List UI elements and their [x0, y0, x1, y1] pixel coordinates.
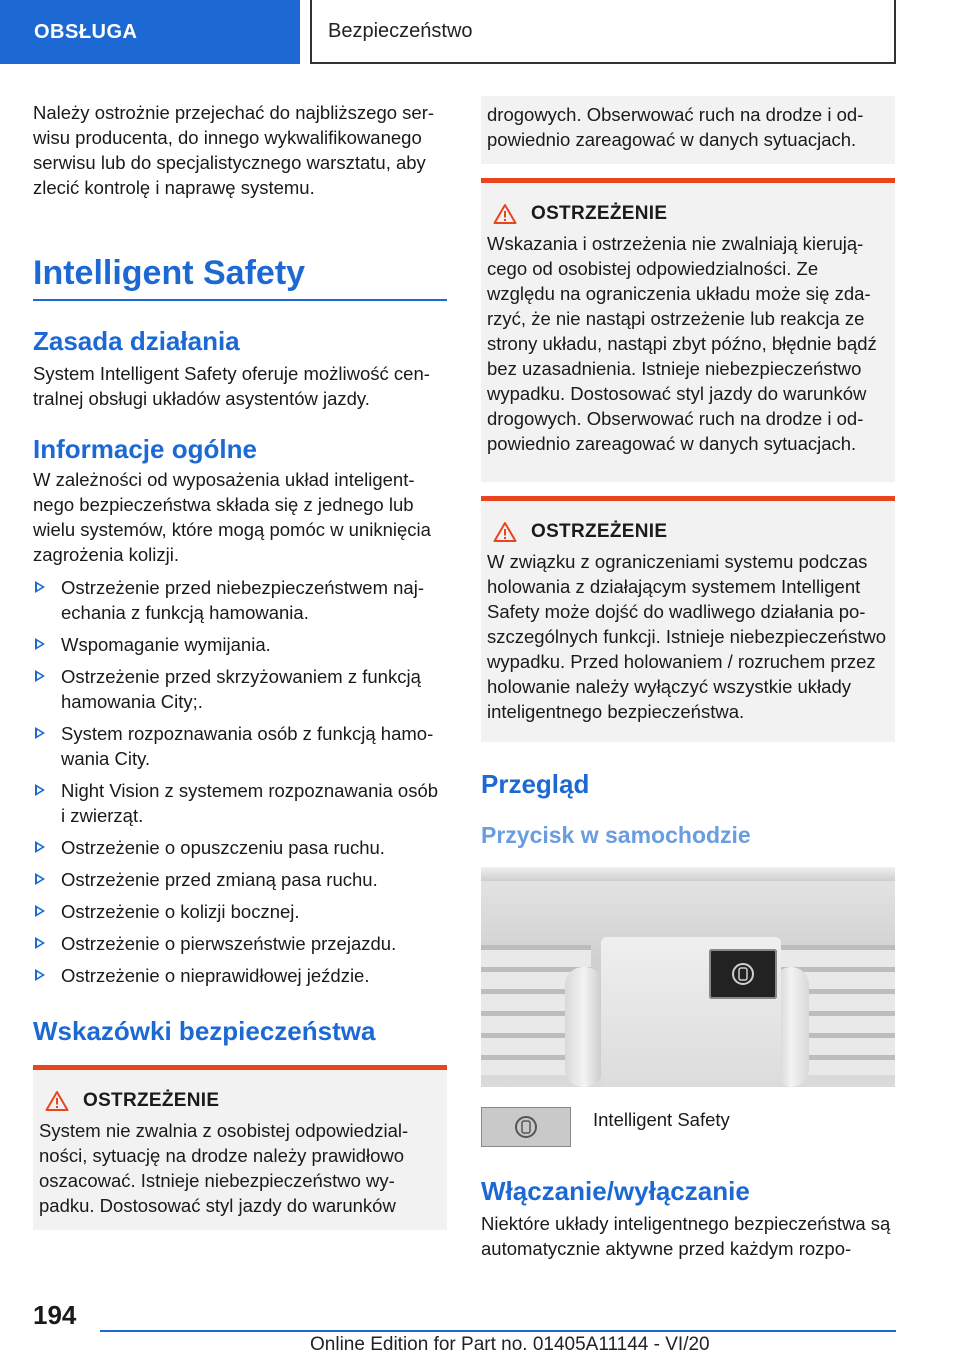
bullet-triangle-icon — [35, 937, 45, 949]
list-item: System rozpoznawania osób z funkcją hamowania City. — [33, 721, 447, 771]
left-column — [33, 100, 447, 1230]
warning-text: Wskazania i ostrzeżenia nie zwalniają kierującego od osobistej odpowiedzialności. Ze względu na ograniczenia układu może się zdarzyć, że nie nastąpi ostrzeżenie lub reakcja ze strony układu, nastąpi zbyt późno, błędnie bądź bez uzasadnienia. Istnieje niebezpieczeństwo wypadku. Dostosować styl jazdy do warunków drogowych. Obserwować ruch na drodze i odpowiednio zareagować w danych sytuacjach. — [487, 233, 877, 454]
list-item: Ostrzeżenie o opuszczeniu pasa ruchu. — [33, 835, 447, 860]
bullet-triangle-icon — [35, 841, 45, 853]
page-header — [0, 0, 960, 66]
list-item: Ostrzeżenie o kolizji bocznej. — [33, 899, 447, 924]
chapter-tab[interactable]: Bezpieczeństwo — [310, 0, 896, 64]
onoff-heading: Włączanie/wyłączanie — [481, 1176, 750, 1206]
button-heading: Przycisk w samochodzie — [481, 822, 751, 848]
footer-divider — [100, 1330, 896, 1332]
bullet-triangle-icon — [35, 638, 45, 650]
warning-triangle-icon — [45, 1090, 69, 1112]
bullet-triangle-icon — [35, 727, 45, 739]
list-item: Ostrzeżenie przed zmianą pasa ruchu. — [33, 867, 447, 892]
page-number: 194 — [33, 1300, 77, 1330]
list-item: Ostrzeżenie przed skrzyżowaniem z funkcją hamowania City;. — [33, 664, 447, 714]
bullet-triangle-icon — [35, 784, 45, 796]
warning-title: OSTRZEŻENIE — [493, 203, 889, 225]
intelligent-safety-icon — [511, 1112, 541, 1142]
bullet-triangle-icon — [35, 969, 45, 981]
onoff-paragraph: Niektóre układy inteligentnego bezpieczeństwa są automatycznie aktywne przed każdym rozpo- — [481, 1213, 891, 1259]
button-label: Intelligent Safety — [593, 1109, 730, 1130]
warning-box-3 — [481, 496, 895, 742]
button-photo — [481, 867, 895, 1087]
list-item: Wspomaganie wymijania. — [33, 632, 447, 657]
list-item: Night Vision z systemem rozpoznawania osób i zwierząt. — [33, 778, 447, 828]
page-title: Intelligent Safety — [33, 254, 447, 301]
right-column — [481, 100, 895, 1261]
warning-text: drogowych. Obserwować ruch na drodze i odpowiednio zareagować w danych sytuacjach. — [487, 104, 864, 150]
list-item: Ostrzeżenie o pierwszeństwie przejazdu. — [33, 931, 447, 956]
warning-title: OSTRZEŻENIE — [45, 1090, 441, 1112]
feature-list — [33, 575, 447, 988]
list-item: Ostrzeżenie o nieprawidłowej jeździe. — [33, 963, 447, 988]
intelligent-safety-icon — [709, 949, 777, 999]
warning-box-1-continued — [481, 96, 895, 164]
bullet-triangle-icon — [35, 670, 45, 682]
warning-triangle-icon — [493, 203, 517, 225]
safety-heading: Wskazówki bezpieczeństwa — [33, 1016, 376, 1046]
overview-heading: Przegląd — [481, 769, 590, 799]
principle-paragraph: System Intelligent Safety oferuje możliwość centralnej obsługi układów asystentów jazdy. — [33, 363, 430, 409]
bullet-triangle-icon — [35, 905, 45, 917]
warning-box-2 — [481, 178, 895, 482]
warning-triangle-icon — [493, 521, 517, 543]
general-paragraph: W zależności od wyposażenia układ inteligentnego bezpieczeństwa składa się z jednego lub wielu systemów, które mogą pomóc w uniknięcia zagrożenia kolizji. — [33, 469, 431, 565]
intelligent-safety-button-thumbnail — [481, 1107, 571, 1147]
list-item: Ostrzeżenie przed niebezpieczeństwem najechania z funkcją hamowania. — [33, 575, 447, 625]
warning-title: OSTRZEŻENIE — [493, 521, 889, 543]
button-legend — [481, 1107, 895, 1147]
warning-text: W związku z ograniczeniami systemu podczas holowania z działającym systemem Intelligent Safety może dojść do wadliwego działania poszczególnych funkcji. Istnieje niebezpieczeństwo wypadku. Przed holowaniem / rozruchem przez holowanie należy wyłączyć wszystkie układy inteligentnego bezpieczeństwa. — [487, 551, 886, 722]
edition-note: Online Edition for Part no. 01405A11144 - VI/20 — [310, 1334, 710, 1355]
intelligent-safety-button[interactable] — [709, 949, 777, 999]
bullet-triangle-icon — [35, 873, 45, 885]
warning-text: System nie zwalnia z osobistej odpowiedzialności, sytuację na drodze należy prawidłowo oszacować. Istnieje niebezpieczeństwo wypadku. Dostosować styl jazdy do warunków — [39, 1120, 409, 1216]
principle-heading: Zasada działania — [33, 326, 240, 356]
intro-paragraph: Należy ostrożnie przejechać do najbliższego serwisu producenta, do innego wykwalifikowanego serwisu lub do specjalistycznego warsztatu, aby zlecić kontrolę i naprawę systemu. — [33, 102, 435, 198]
bullet-triangle-icon — [35, 581, 45, 593]
warning-box-1 — [33, 1065, 447, 1230]
general-heading: Informacje ogólne — [33, 434, 257, 464]
section-tab[interactable]: OBSŁUGA — [0, 0, 300, 64]
